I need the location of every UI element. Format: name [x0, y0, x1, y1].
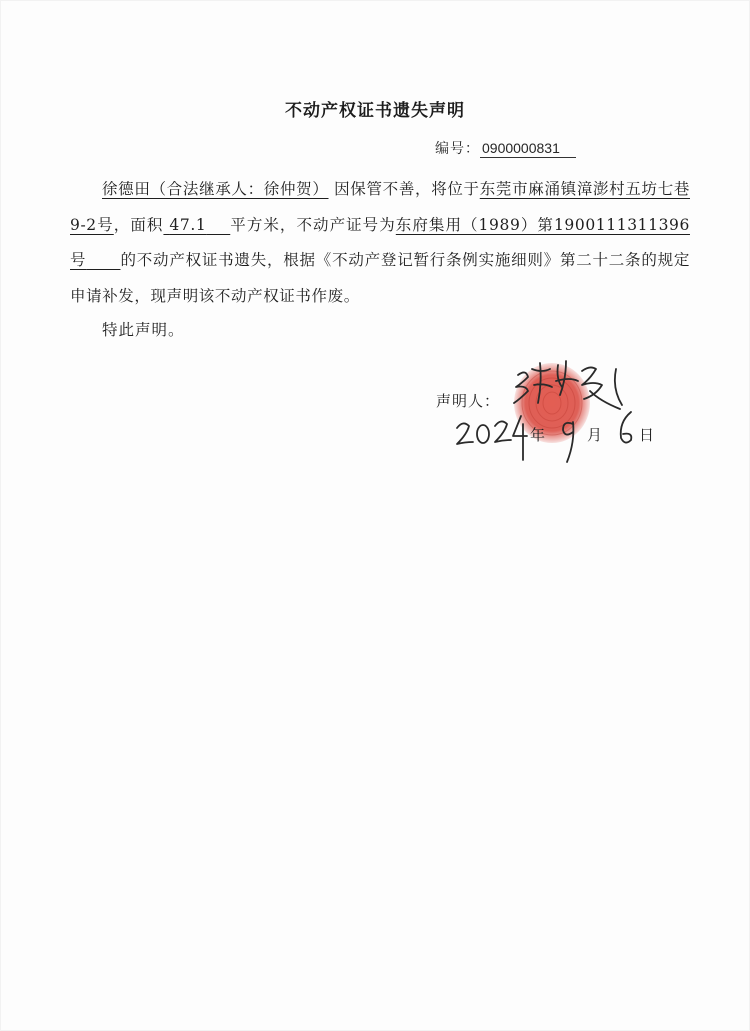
property-address: 东莞市麻涌镇漳澎村五坊七巷9-2号: [70, 180, 690, 234]
declaration-paragraph: [70, 172, 690, 314]
document-number-value: 0900000831: [480, 140, 576, 158]
document-number: [435, 138, 576, 158]
certificate-number: 东府集用（1989）第1900111311396号: [70, 215, 690, 269]
body-text-2: ，面积: [113, 215, 164, 234]
document-number-label: 编号：: [435, 141, 480, 157]
property-area-value: 47.1: [169, 215, 207, 234]
property-area: [163, 216, 230, 234]
body-text-3: 平方米，不动产证号为: [230, 215, 396, 234]
handwritten-date: [455, 410, 655, 465]
date-day-unit: 日: [639, 426, 655, 444]
closing-text: 特此声明。: [102, 321, 185, 339]
document-title: 不动产权证书遗失声明: [285, 101, 465, 121]
certificate-number-pad: [86, 251, 120, 269]
date-month-unit: 月: [587, 426, 603, 444]
signer-label: 声明人：: [436, 392, 501, 410]
owner-name: 徐德田（合法继承人：徐仲贺）: [102, 180, 329, 198]
body-text-4: 的不动产权证书遗失，根据《不动产登记暂行条例实施细则》第二十二条的规定申请补发，现声明该不动产权证书作废。: [70, 251, 690, 305]
body-text-1: 因保管不善，将位于: [334, 180, 480, 198]
date-year-unit: 年: [530, 426, 546, 444]
